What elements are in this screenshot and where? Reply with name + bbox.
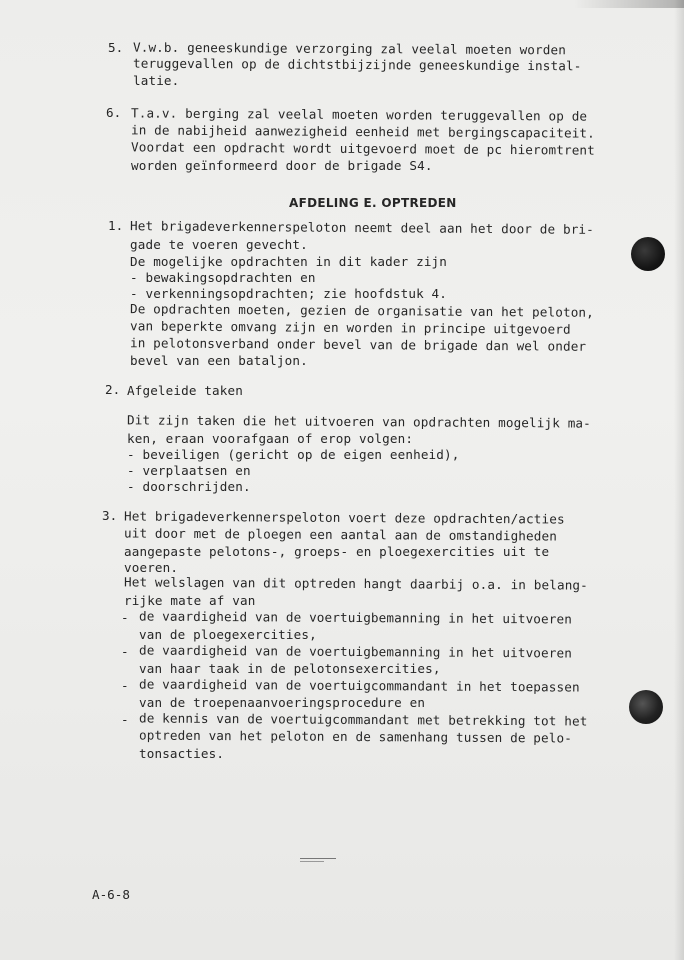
e2-line: - doorschrijden. bbox=[127, 479, 251, 494]
e2-line: ken, eraan voorafgaan of erop volgen: bbox=[127, 431, 414, 446]
e3-line: Het brigadeverkennerspeloton voert deze opdrachten/acties bbox=[123, 508, 565, 527]
e3-bullet-line: van de ploegexercities, bbox=[139, 627, 317, 642]
e3-bullet-line: tonsacties. bbox=[139, 746, 225, 761]
e2-line: - verplaatsen en bbox=[127, 463, 251, 478]
e3-line: aangepaste pelotons-, groeps- en ploegexercities uit te bbox=[124, 544, 550, 559]
e1-line: gade te voeren gevecht. bbox=[130, 237, 308, 252]
e2-number: 2. bbox=[105, 382, 121, 397]
e1-line: - verkenningsopdrachten; zie hoofdstuk 4. bbox=[130, 286, 448, 301]
e1-line: in pelotonsverband onder bevel van de brigade dan wel onder bbox=[129, 335, 587, 354]
e3-bullet-line: van haar taak in de pelotonsexercities, bbox=[139, 661, 441, 676]
item-5-line: V.w.b. geneeskundige verzorging zal veelal moeten worden bbox=[132, 39, 567, 58]
item-5-line: latie. bbox=[133, 73, 180, 88]
e1-line: De opdrachten moeten, gezien de organisatie van het peloton, bbox=[129, 301, 594, 320]
e3-bullet-line: de vaardigheid van de voertuigbemanning in het uitvoeren bbox=[138, 608, 573, 627]
section-heading: AFDELING E. OPTREDEN bbox=[289, 196, 457, 210]
e1-line: bevel van een bataljon. bbox=[130, 353, 308, 368]
item-5-number: 5. bbox=[108, 40, 124, 55]
bullet-dash: - bbox=[121, 712, 129, 727]
item-6-number: 6. bbox=[106, 105, 122, 120]
item-5-line: teruggevallen op de dichtstbijzijnde geneeskundige instal- bbox=[132, 55, 582, 74]
e3-bullet-line: de vaardigheid van de voertuigbemanning in het uitvoeren bbox=[138, 642, 573, 661]
e1-line: - bewakingsopdrachten en bbox=[130, 270, 316, 285]
item-6-line: in de nabijheid aanwezigheid eenheid met bergingscapaciteit. bbox=[130, 122, 595, 141]
e3-bullet-line: optreden van het peloton en de samenhang tussen de pelo- bbox=[138, 727, 573, 746]
e2-title: Afgeleide taken bbox=[127, 383, 243, 398]
e1-line: De mogelijke opdrachten in dit kader zijn bbox=[130, 254, 448, 269]
e3-bullet-line: de kennis van de voertuigcommandant met betrekking tot het bbox=[138, 710, 588, 729]
e2-line: Dit zijn taken die het uitvoeren van opdrachten mogelijk ma- bbox=[126, 412, 591, 431]
e1-line: van beperkte omvang zijn en worden in principe uitgevoerd bbox=[129, 318, 571, 337]
divider-mark bbox=[300, 861, 324, 862]
item-6-line: worden geïnformeerd door de brigade S4. bbox=[131, 158, 433, 173]
bullet-dash: - bbox=[121, 678, 129, 693]
item-6-line: Voordat een opdracht wordt uitgevoerd moet de pc hieromtrent bbox=[130, 139, 595, 158]
e3-line: rijke mate af van bbox=[124, 593, 256, 608]
e3-line: Het welslagen van dit optreden hangt daarbij o.a. in belang- bbox=[123, 574, 588, 593]
page-number: A-6-8 bbox=[92, 887, 130, 902]
e1-number: 1. bbox=[108, 218, 124, 233]
e2-line: - beveiligen (gericht op de eigen eenheid), bbox=[127, 447, 460, 462]
e3-bullet-line: de vaardigheid van de voertuigcommandant in het toepassen bbox=[138, 676, 580, 695]
e3-bullet-line: van de troepenaanvoeringsprocedure en bbox=[139, 695, 426, 710]
e3-number: 3. bbox=[102, 508, 118, 523]
bullet-dash: - bbox=[121, 644, 129, 659]
bullet-dash: - bbox=[121, 610, 129, 625]
e3-line: uit door met de ploegen een aantal aan de omstandigheden bbox=[123, 525, 558, 544]
item-6-line: T.a.v. berging zal veelal moeten worden teruggevallen op de bbox=[130, 105, 588, 124]
divider-mark bbox=[300, 858, 336, 859]
e1-line: Het brigadeverkennerspeloton neemt deel aan het door de bri- bbox=[129, 218, 594, 237]
e3-line: voeren. bbox=[124, 560, 179, 575]
